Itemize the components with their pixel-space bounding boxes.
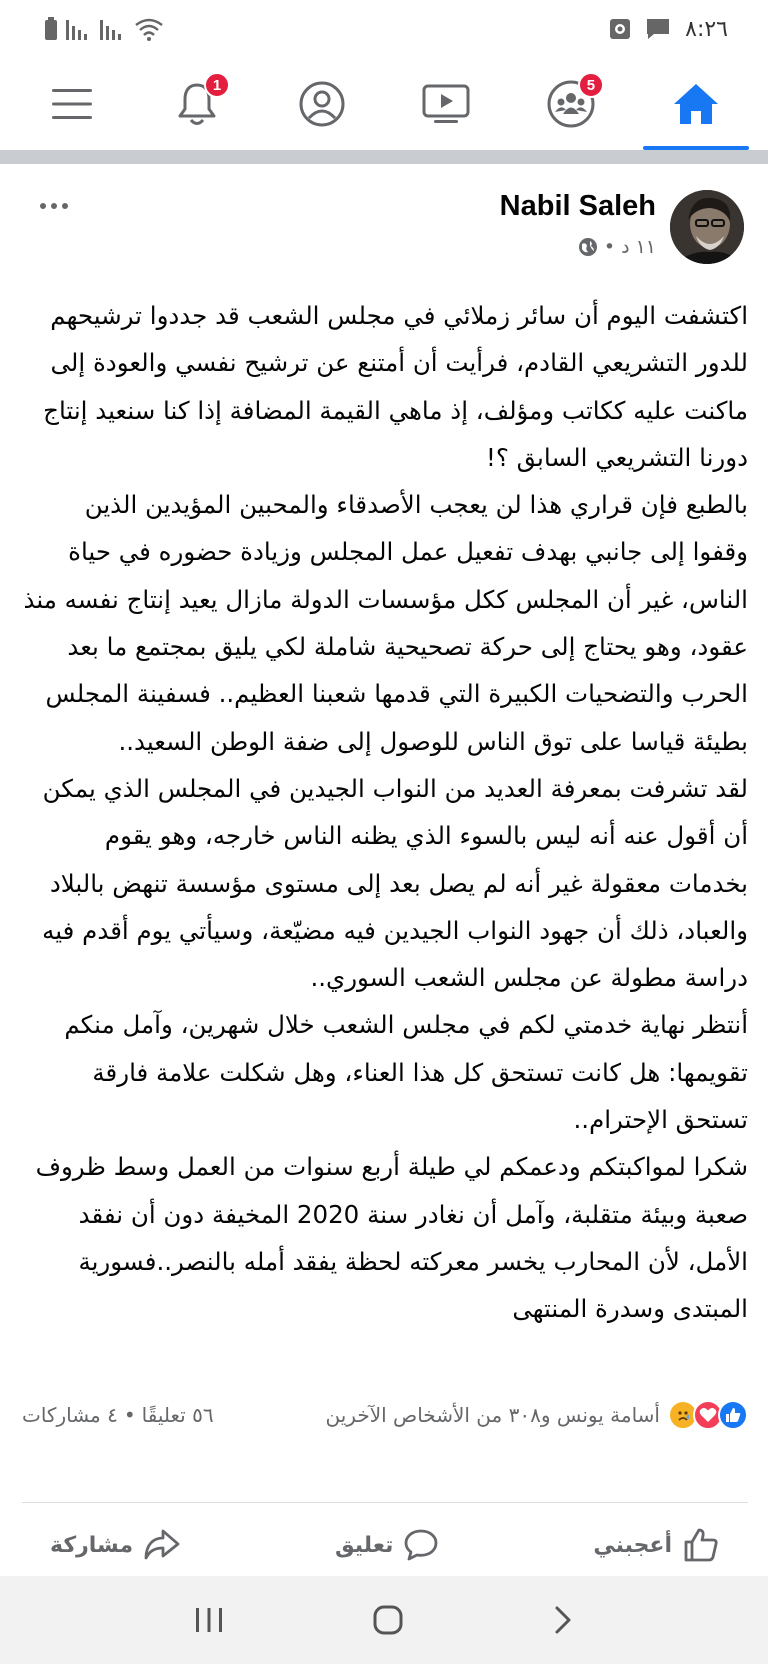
- post-meta: [578, 236, 656, 258]
- like-reaction-icon: [718, 1400, 748, 1430]
- post-paragraph: اكتشفت اليوم أن سائر زملائي في مجلس الشعب قد جددوا ترشيحهم للدور التشريعي القادم، فرأيت أن أمتنع عن ترشيح نفسي والعودة إلى ماكنت عليه ككاتب ومؤلف، إذ ماهي القيمة المضافة إذا كنا سنعيد إنتاج دورنا التشريعي السابق ؟!: [43, 301, 748, 472]
- post-text: [22, 292, 748, 1333]
- home-tab[interactable]: [651, 58, 741, 150]
- thumbs-up-icon: [682, 1526, 720, 1564]
- home-icon: [672, 82, 720, 126]
- comment-label: تعليق: [334, 1532, 394, 1558]
- share-label: مشاركة: [50, 1532, 134, 1558]
- screenshot-icon: [609, 18, 631, 40]
- like-button[interactable]: [593, 1526, 720, 1564]
- post-paragraph: لقد تشرفت بمعرفة العديد من النواب الجيدين في المجلس الذي يمكن أن أقول عنه أنه ليس بالسوء الذي يظنه الناس خارجه، وهو يقوم بخدمات معقولة غير أنه لم يصل بعد إلى مستوى مؤسسة تنهض بالبلاد والعباد، ذلك أن جهود النواب الجيدين فيه مضيّعة، وسيأتي يوم أقدم فيه دراسة مطولة عن مجلس الشعب السوري..: [42, 773, 748, 993]
- post-paragraph: شكرا لمواكبتكم ودعمكم لي طيلة أربع سنوات من العمل وسط ظروف صعبة وبيئة متقلبة، وآمل أن نغادر سنة 2020 المخيفة دون أن نفقد الأمل، لأن المحارب يخسر معركته لحظة يفقد أمله بالنصر..فسورية المبتدى وسدرة المنتهى: [35, 1152, 748, 1324]
- reactions-info[interactable]: [326, 1400, 749, 1430]
- more-dot-icon: [51, 203, 57, 209]
- status-icons-left: [44, 17, 164, 41]
- post-actions: [22, 1512, 748, 1578]
- wifi-icon: [134, 17, 164, 41]
- stats-separator: •: [123, 1403, 136, 1427]
- like-label: أعجبني: [593, 1532, 672, 1558]
- top-nav: [0, 58, 768, 150]
- home-button-icon[interactable]: [372, 1604, 404, 1636]
- comment-icon: [403, 1528, 439, 1562]
- actions-divider: [22, 1502, 748, 1503]
- recent-apps-icon[interactable]: [194, 1606, 224, 1634]
- more-dot-icon: [62, 203, 68, 209]
- feed-divider: [0, 150, 768, 164]
- profile-icon: [298, 80, 346, 128]
- notifications-badge: 1: [204, 72, 230, 98]
- signal-icon: [66, 18, 92, 40]
- reactions-text: أسامة يونس و٣٠٨ من الأشخاص الآخرين: [325, 1403, 660, 1427]
- reactions-summary: [22, 1390, 748, 1440]
- meta-separator: •: [603, 236, 616, 258]
- post-time[interactable]: ١١ د: [621, 236, 656, 258]
- comments-count[interactable]: ٥٦ تعليقًا: [141, 1403, 214, 1427]
- status-bar: [0, 0, 768, 58]
- post-stats[interactable]: [22, 1403, 214, 1427]
- groups-badge: 5: [578, 72, 604, 98]
- more-dot-icon: [40, 203, 46, 209]
- more-options-button[interactable]: [34, 194, 74, 218]
- post-header: [0, 180, 768, 280]
- battery-icon: [44, 17, 58, 41]
- status-time: ٨:٢٦: [685, 16, 728, 42]
- reaction-icons: [668, 1400, 748, 1430]
- message-icon: [645, 17, 671, 41]
- hamburger-menu-icon: [51, 87, 93, 121]
- share-icon: [143, 1528, 181, 1562]
- groups-tab[interactable]: [526, 58, 616, 150]
- signal-icon-2: [100, 18, 126, 40]
- video-icon: [422, 84, 470, 124]
- globe-icon: [578, 237, 598, 257]
- system-nav-bar: [0, 1576, 768, 1664]
- avatar-photo: [670, 190, 744, 264]
- status-icons-right: [609, 17, 728, 42]
- menu-tab[interactable]: [27, 58, 117, 150]
- watch-tab[interactable]: [401, 58, 491, 150]
- notifications-tab[interactable]: [152, 58, 242, 150]
- post-paragraph: أنتظر نهاية خدمتي لكم في مجلس الشعب خلال شهرين، وآمل منكم تقويمها: هل كانت تستحق كل هذا العناء، وهل شكلت علامة فارقة تستحق الإحترام..: [64, 1010, 748, 1135]
- author-name[interactable]: Nabil Saleh: [499, 190, 656, 222]
- post-paragraph: بالطبع فإن قراري هذا لن يعجب الأصدقاء والمحبين المؤيدين الذين وقفوا إلى جانبي بهدف تفعيل عمل المجلس وزيادة حضوره في حياة الناس، غير أن المجلس ككل مؤسسات الدولة مازال يعيد إنتاج نفسه منذ عقود، وهو يحتاج إلى حركة تصحيحية شاملة لكي يليق بمجتمع ما بعد الحرب والتضحيات الكبيرة التي قدمها شعبنا العظيم.. فسفينة المجلس بطيئة قياسا على توق الناس للوصول إلى ضفة الوطن السعيد..: [23, 490, 748, 756]
- author-avatar[interactable]: [670, 190, 744, 264]
- share-button[interactable]: [50, 1528, 181, 1562]
- back-chevron-icon[interactable]: [552, 1605, 574, 1635]
- comment-button[interactable]: [335, 1528, 439, 1562]
- profile-tab[interactable]: [277, 58, 367, 150]
- shares-count[interactable]: ٤ مشاركات: [22, 1403, 118, 1427]
